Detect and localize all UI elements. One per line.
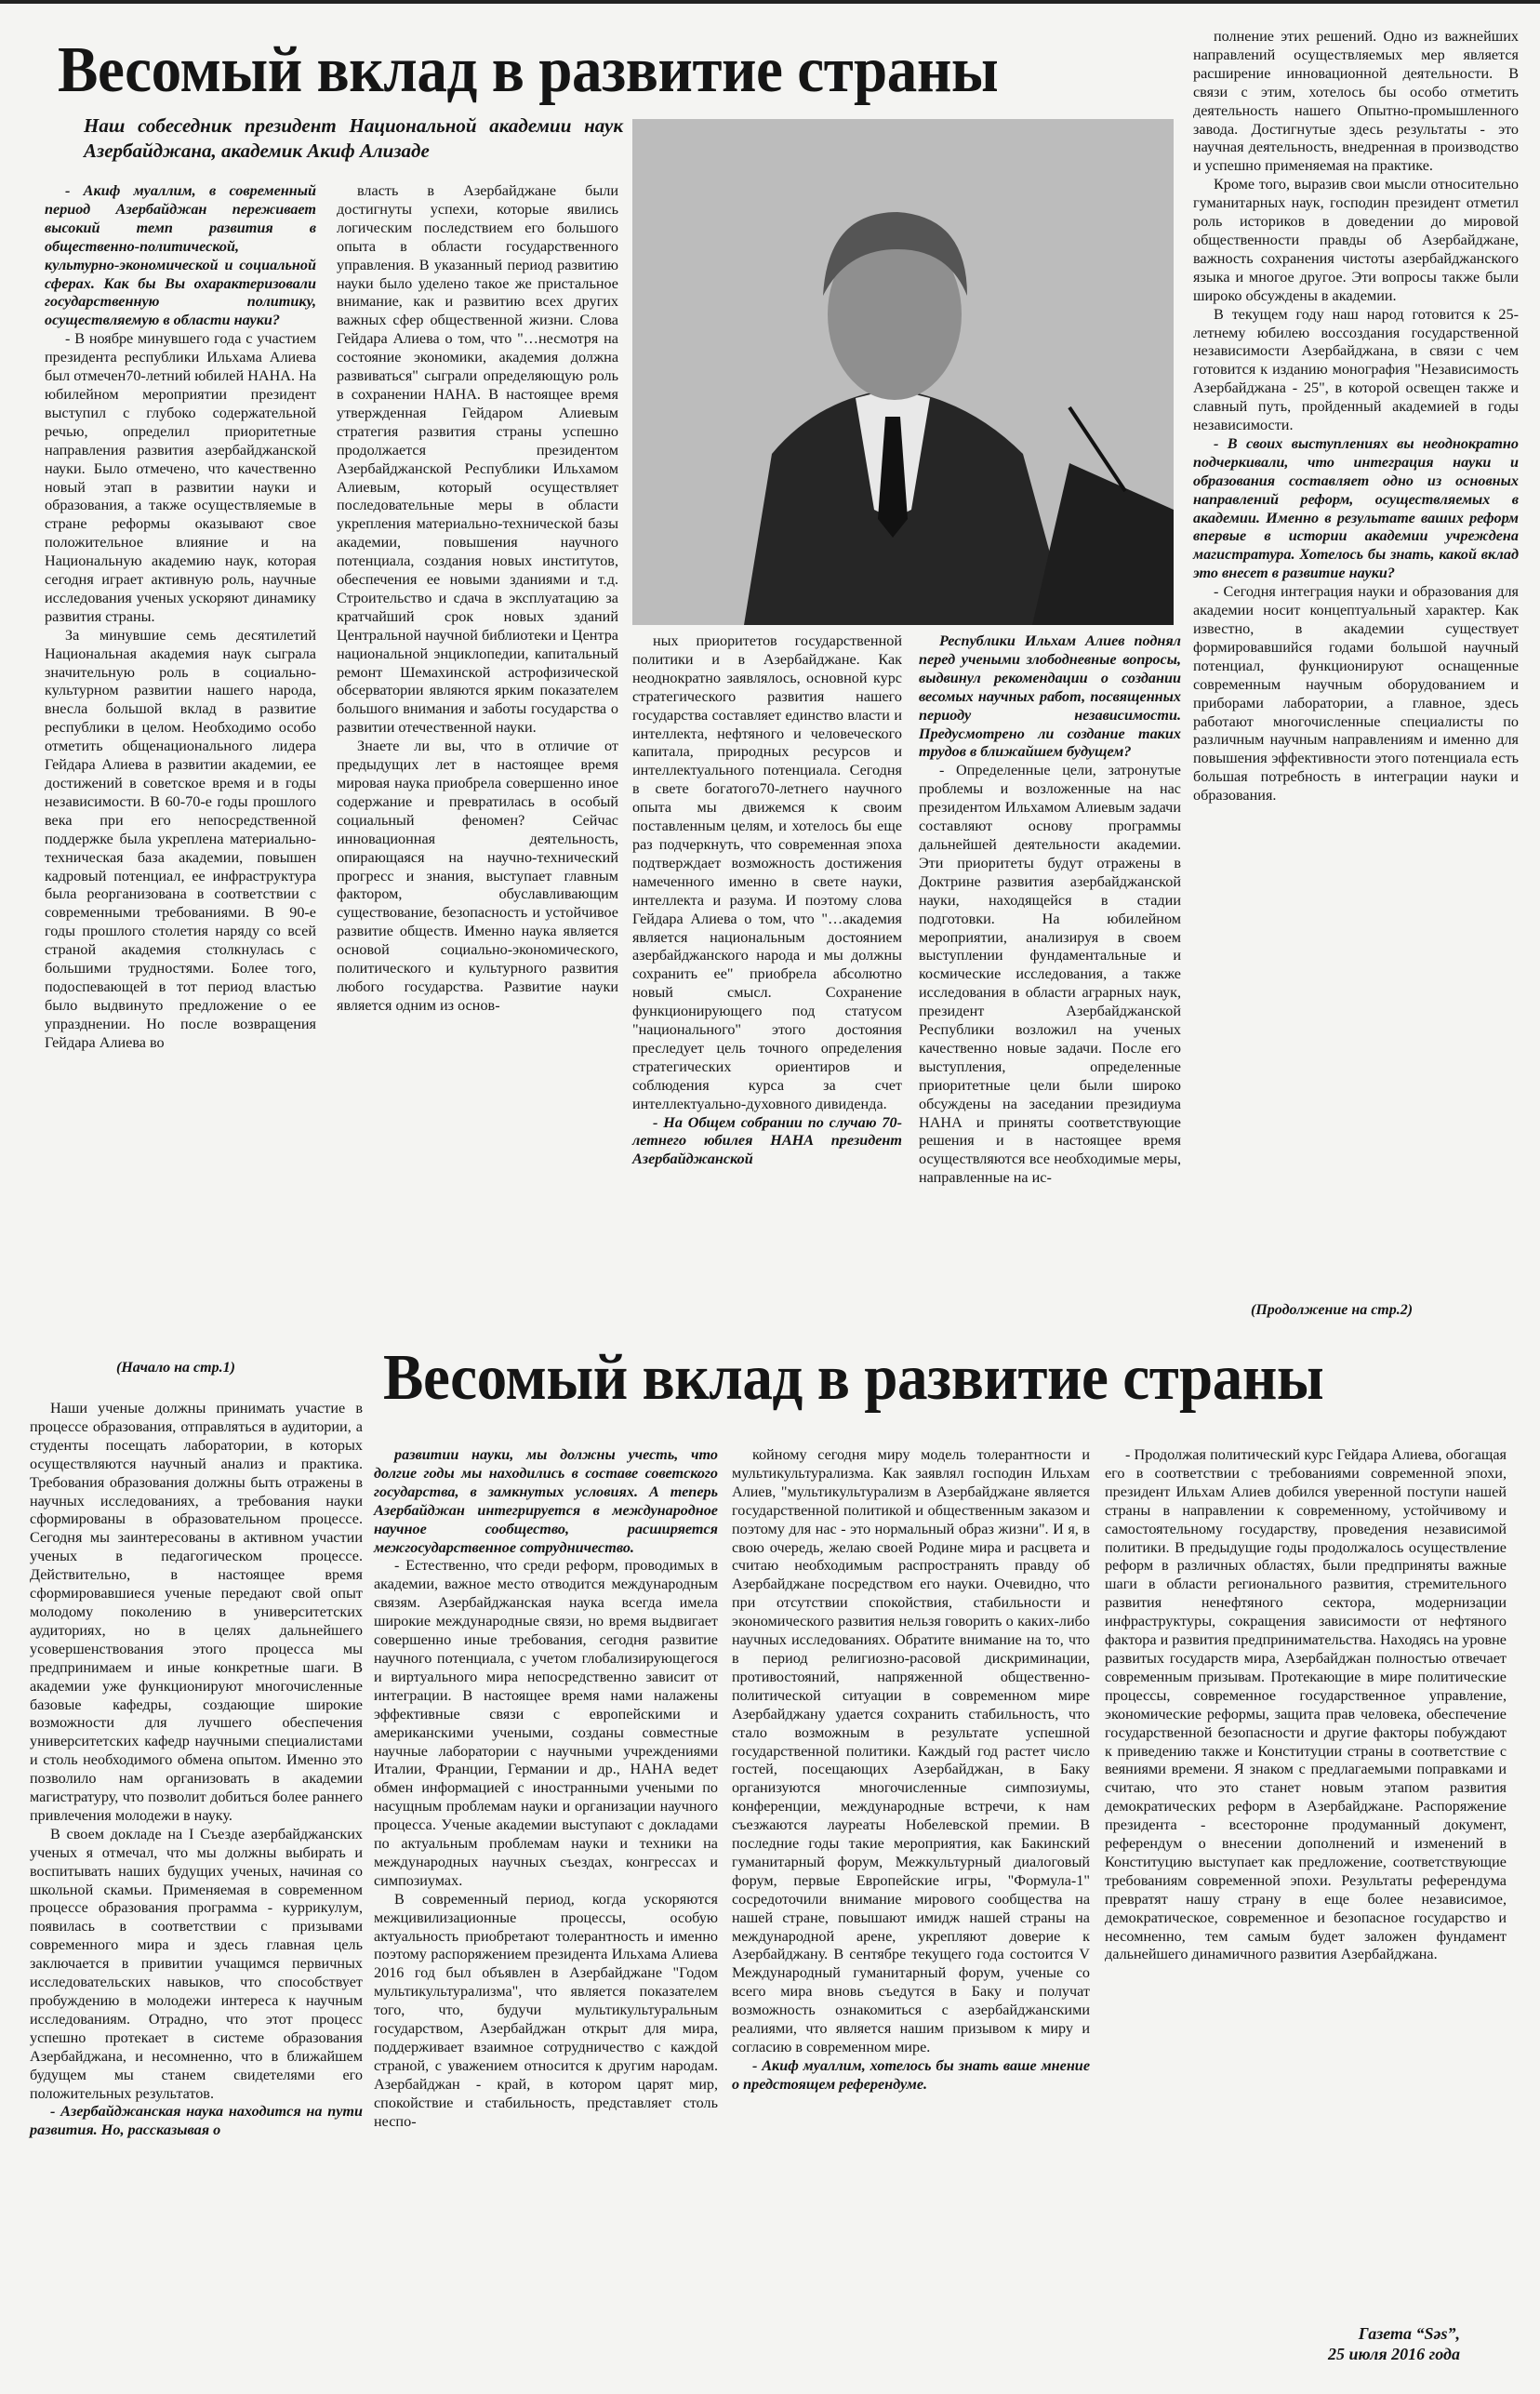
question-paragraph: Республики Ильхам Алиев поднял перед учеными злободневные вопросы, выдвинул рекомендации о создании весомых научных работ, посвященных периоду независимости. Предусмотрено ли создание таких трудов в ближайшем будущем? [919,632,1181,761]
paragraph: За минувшие семь десятилетий Национальная академия наук сыграла значительную роль в социально-культурном развитии нашего народа, внесла большой вклад в развитие республики в целом. Необходимо особо отметить общенационального лидера Гейдара Алиева в развитии академии, ее достижений в советское время и в годы независимости. В 60-70-е годы прошлого века при его непосредственной поддержке была укреплена материально-техническая база академии, повышен кадровый потенциал, ее инфраструктура была реорганизована в соответствии с современными требованиями. В 90-е годы прошлого столетия наряду со всей страной академия столкнулась с большими трудностями. Более того, подоспевающей в тот период властью было выдвинуто предложение о ее упразднении. Но после возвращения Гейдара Алиева во [45,626,316,1051]
source-date: 25 июля 2016 года [1327,2345,1460,2363]
column [45,182,316,1053]
column [1105,1446,1507,1964]
paragraph: Наши ученые должны принимать участие в процессе образования, отправляться в аудитории, а студенты посещать лаборатории, в которых осуществляются научный анализ и практика. Требования образования должны быть отражены в научных исследованиях, а требования науки сформированы в образовательном процессе. Сегодня мы заинтересованы в активном участии ученых в педагогическом процессе. Действительно, в настоящее время сформировавшиеся ученые передают свой опыт молодому поколению в университетских аудиториях, но в целях дальнейшего усовершенствования этого процесса мы предпринимаем и иные конкретные шаги. В академии уже функционируют многочисленные базовые кафедры, создающие широкие возможности для лучшего обеспечения университетских кафедр научными специалистами и столь необходимого обмена опытом. Именно это позволило нам организовать в академии магистратуру, что позволит добиться более раннего привлечения молодежи в науку. [30,1400,363,1824]
question-paragraph: - Азербайджанская наука находится на пути развития. Но, рассказывая о [30,2103,363,2139]
question-paragraph: - Акиф муаллим, в современный период Азербайджан переживает высокий темп развития в общественно-политической, культурно-экономической и социальной сферах. Как бы Вы охарактеризовали государственную политику, осуществляемую в области науки? [45,182,316,329]
paragraph: ных приоритетов государственной политики и в Азербайджане. Как неоднократно заявлялось, основной курс стратегического развития нашего государства составляет единство власти и интеллекта, нефтяного и человеческого капитала, природных ресурсов и интеллектуального потенциала. Сегодня в свете богатого70-летнего научного опыта мы движемся к своим поставленным целям, и хотелось бы еще раз подчеркнуть, что современная эпоха подтверждает возможность достижения намеченного именно в свете науки, интеллекта и разума. И поэтому слова Гейдара Алиева о том, что "…академия является национальным достоянием азербайджанского народа и мы должны сохранить ее" приобрела абсолютно новый смысл. Сохранение функционирующего под статусом "национального" этого достояния преследует цель точного определения стратегических ориентиров и соблюдения курса за счет интеллектуально-духовного дивиденда. [632,632,902,1112]
column [1193,28,1519,805]
paragraph: - В ноябре минувшего года с участием президента республики Ильхама Алиева был отмечен70-летний юбилей НАНА. На юбилейном мероприятии президент выступил с глубоко содержательной речью, определил приоритетные направления развития азербайджанской науки. Было отмечено, что качественно новый этап в развитии науки и образования, а также осуществляемые в стране реформы оказывают свое положительное влияние и на Национальную академию наук, которая сегодня играет активную роль, научные исследования ученых ускоряют динамику развития страны. [45,330,316,625]
paragraph: - Естественно, что среди реформ, проводимых в академии, важное место отводится международным связям. Азербайджанская наука всегда имела широкие международные связи, но время выдвигает совершенно иные требования, сегодня развитие научного потенциала, с учетом глобализирующегося и виртуального мира непосредственно зависит от интеграции. В настоящее время нами налажены эффективные связи с европейскими и американскими учеными, созданы совместные научные лаборатории с научными учреждениями Италии, Франции, Германии и др., НАНА ведет обмен информацией с иностранными учеными по насущным проблемам науки и организации научного процесса. Ученые академии выступают с докладами по актуальным проблемам науки и техники на международных научных съездах, конгрессах и симпозиумах. [374,1557,718,1889]
paragraph: В текущем году наш народ готовится к 25-летнему юбилею воссоздания государственной независимости Азербайджана, в связи с чем готовится к изданию монография "Независимость Азербайджана - 25", в которой освещен также и славный путь, пройденный академией в годы независимости. [1193,305,1519,434]
article-title-continued: Весомый вклад в развитие страны [383,1342,1324,1414]
paragraph: Знаете ли вы, что в отличие от предыдущих лет в настоящее время мировая наука приобрела совершенно иное содержание и превратилась в особый социальный феномен? Сейчас инновационная деятельность, опирающаяся на научно-технический прогресс и знания, выступает главным фактором, обуславливающим существование, безопасность и устойчивое развитие обществ. Именно наука является основой социально-экономического, политического и культурного развития любого государства. Развитие науки является одним из основ- [337,738,618,1014]
column [732,1446,1090,2095]
continued-note: (Продолжение на стр.2) [1251,1302,1414,1318]
paragraph: В современный период, когда ускоряются межцивилизационные процессы, особую актуальность приобретают толерантность и именно поэтому распоряжением президента Ильхама Алиева 2016 год был объявлен в Азербайджане "Годом мультикультурализма", что является показателем того, что, будучи мультикультуральным государством, Азербайджан открыт для мира, поддерживает взаимное сотрудничество с каждой страной, с уважением относится к другим народам. Азербайджан - край, в котором царят мир, спокойствие и стабильность, представляет столь неспо- [374,1890,718,2130]
paragraph: - Продолжая политический курс Гейдара Алиева, обогащая его в соответствии с требованиями современной эпохи, президент Ильхам Алиев добился уверенной поступи нашей страны в направлении к современному, устойчивому и самостоятельному государству, проведения независимой политики. В предыдущие годы продолжалось осуществление реформ в различных областях, были предприняты важные шаги в области регионального развития, стремительного развития ненефтяного сектора, модернизации инфраструктуры, сокращения зависимости от нефтяного фактора и развития предпринимательства. Находясь на уровне развитых государств мира, Азербайджан полностью отвечает современным призывам. Протекающие в мире политические процессы, современное государственное управление, экономические реформы, защита прав человека, обеспечение государственной безопасности и другие факторы побуждают к приведению также и Конституции страны в соответствие с веяниями времени. Я знаком с предлагаемыми поправками и считаю, что это станет новым этапом развития демократических реформ в Азербайджане. Распоряжение президента - всесторонне продуманный документ, референдум о внесении дополнений и изменений в Конституцию выступает как предложение, соответствующие требованиям современной эпохи. Результаты референдума превратят нашу страну в еще более независимое, демократическое, современное и безопасное государство и несомненно, тем самым будет заложен фундамент дальнейшего динамичного развития Азербайджана. [1105,1446,1507,1963]
paragraph: власть в Азербайджане были достигнуты успехи, которые явились логическим последствием его большого опыта в области государственного управления. В указанный период развитию науки было уделено такое же пристальное внимание, как и развитию всех других важных сфер общественной жизни. Слова Гейдара Алиева о том, что "…несмотря на состояние экономики, академия должна развиваться" сыграли определяющую роль в сохранении НАНА. В настоящее время утвержденная Гейдаром Алиевым стратегия развития страны успешно продолжается президентом Азербайджанской Республики Ильхамом Алиевым, который осуществляет последовательные меры в области укрепления материально-технической базы академии, повышения научного потенциала, создания новых институтов, обеспечения ее новыми зданиями и т.д. Строительство и сдача в эксплуатацию за кратчайший срок новых зданий Центральной научной библиотеки и Центра национальной энциклопедии, капитальный ремонт Шемахинской астрофизической обсерватории являются ярким показателем большого внимания и заботы государства о развитии отечественной науки. [337,182,618,737]
article-title: Весомый вклад в развитие страны [58,34,999,106]
column [632,632,902,1169]
portrait-photo [632,119,1174,625]
top-rule [0,0,1540,4]
question-paragraph: - На Общем собрании по случаю 70-летнего юбилея НАНА президент Азербайджанской [632,1113,902,1168]
column [919,632,1181,1188]
column [374,1446,718,2132]
source-name: Газета “Sәs”, [1358,2324,1460,2343]
paragraph: - Сегодня интеграция науки и образования для академии носит концептуальный характер. Как известно, в академии существует формировавшийся годами большой научный потенциал, функционируют оснащенные современным научным оборудованием и приборами лаборатории, а главное, здесь работают многочисленные специалисты по различным научным направлениям и именно для повышения эффективности этого потенциала есть большая потребность в интеграции науки и образования. [1193,583,1519,805]
question-paragraph: развитии науки, мы должны учесть, что долгие годы мы находились в составе советского государства, в замкнутых условиях. А теперь Азербайджан интегрируется в международное научное сообщество, расширяется межгосударственное сотрудничество. [374,1446,718,1556]
paragraph: койному сегодня миру модель толерантности и мультикультурализма. Как заявлял господин Ильхам Алиев, "мультикультурализм в Азербайджане является государственной политикой и общественным заказом и поэтому для нас - это нормальный образ жизни". И я, в свою очередь, желаю своей Родине мира и расцвета и считаю необходимым распространять правду об Азербайджане посредством его науки. Очевидно, что при отсутствии спокойствия, стабильности и экономического развития нельзя говорить о каких-либо научных исследованиях. Обратите внимание на то, что в период религиозно-расовой дискриминации, противостояний, напряженной общественно-политической ситуации в современном мире Азербайджану удается сохранить стабильность, что стало возможным в результате успешной государственной политики. Каждый год растет число гостей, посещающих Азербайджан, в Баку организуются многочисленные симпозиумы, конференции, международные встречи, к нам съезжаются лауреаты Нобелевской премии. В последние годы такие мероприятия, как Бакинский гуманитарный форум, Межкультурный диалоговый форум, первые Европейские игры, "Формула-1" сосредоточили внимание мирового сообщества на нашей стране, повышают имидж нашей страны на международной арене, укрепляют доверие к Азербайджану. В сентябре текущего года состоится V Международный гуманитарный форум, ученые со всего мира вновь съедутся в Баку и получат возможность ознакомиться с азербайджанскими реалиями, что является нашим призывом к миру и согласию в современном мире. [732,1446,1090,2055]
column [337,182,618,1016]
question-paragraph: - В своих выступлениях вы неоднократно подчеркивали, что интеграция науки и образования составляет одно из основных направлений реформ, осуществляемых в академии. Именно в результате ваших реформ впервые в истории академии учреждена магистратура. Хотелось бы знать, какой вклад это внесет в развитие науки? [1193,434,1519,582]
source-signature [1302,2323,1460,2364]
article-subtitle: Наш собеседник президент Национальной академии наук Азербайджана, академик Акиф Ализаде [84,114,623,162]
paragraph: - Определенные цели, затронутые проблемы и возложенные на нас президентом Ильхамом Алиевым задачи составляют основу программы дальнейшей деятельности академии. Эти приоритеты будут отражены в Доктрине развития азербайджанской науки, находящейся в стадии подготовки. На юбилейном мероприятии, анализируя в своем выступлении фундаментальные и космические исследования, а также исследования в области аграрных наук, президент Азербайджанской Республики возложил на ученых качественно новые задачи. После его выступления, определенные приоритетные цели были широко обсуждены на заседании президиума НАНА и приняты соответствующие решения и в настоящее время осуществляются все необходимые меры, направленные на ис- [919,762,1181,1187]
paragraph: полнение этих решений. Одно из важнейших направлений осуществляемых мер является расширение инновационной деятельности. В связи с этим, хотелось бы особо отметить деятельность нашего Опытно-промышленного завода. Достигнутые здесь результаты - это научная деятельность, внедренная в производство и успешно применяемая на практике. [1193,28,1519,175]
paragraph: В своем докладе на I Съезде азербайджанских ученых я отмечал, что мы должны выбирать и воспитывать наших будущих ученых, начиная со школьной скамьи. Применяемая в современном процессе образования программа - куррикулум, появилась в соответствии с призывами современного мира и здесь главная цель заключается в привитии учащимся первичных исследовательских навыков, что способствует пробуждению в молодежи интереса к научным исследованиям. Отрадно, что этот процесс успешно протекает в системе образования Азербайджана, и несомненно, что в ближайшем будущем мы станем свидетелями его положительных результатов. [30,1825,363,2102]
from-page-note: (Начало на стр.1) [116,1360,235,1376]
column [30,1400,363,2140]
question-paragraph: - Акиф муаллим, хотелось бы знать ваше мнение о предстоящем референдуме. [732,2056,1090,2093]
paragraph: Кроме того, выразив свои мысли относительно гуманитарных наук, господин президент отметил роль историков в доведении до мировой общественности правды об Азербайджане, важность сохранения чистоты азербайджанского языка и многое другое. Эти вопросы также были широко обсуждены в академии. [1193,176,1519,304]
